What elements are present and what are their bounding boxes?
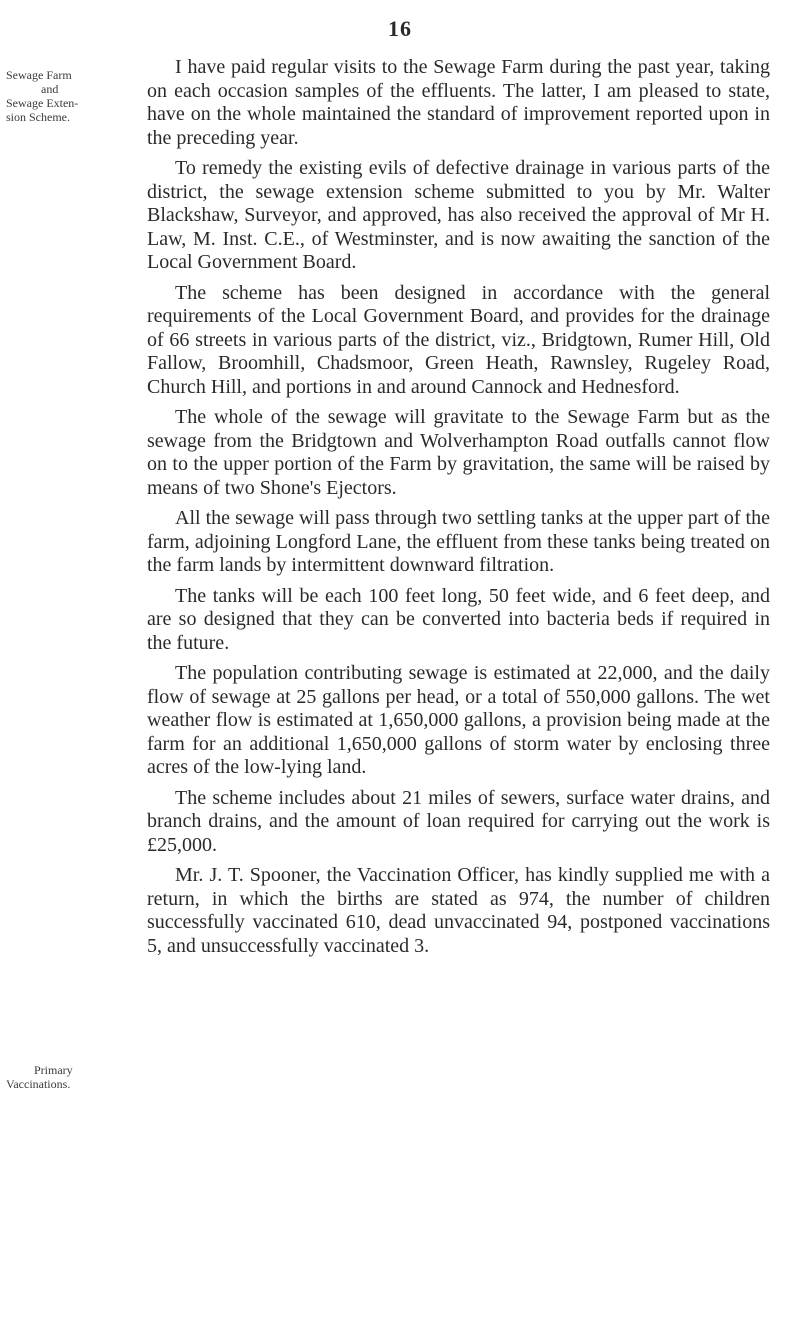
paragraph-population-flow: The population contributing sewage is estimated at 22,000, and the daily flow of sewage at 25 gallons per head, or a total of 550,000 gallons. The wet weather flow is estimated at 1,650,000 gallons, a provision being made at the farm for an additional 1,650,000 gallons of storm water by enclosing three acres of the low-lying land.	[147, 662, 770, 778]
paragraph-tank-dimensions: The tanks will be each 100 feet long, 50 feet wide, and 6 feet deep, and are so designed that they can be converted into bacteria beds if required in the future.	[147, 584, 770, 654]
paragraph-gravitation: The whole of the sewage will gravitate to the Sewage Farm but as the sewage from the Bridgtown and Wolverhampton Road outfalls cannot flow on to the upper portion of the Farm by gravitation, the same will be raised by means of two Shone's Ejectors.	[147, 406, 770, 499]
sidenote-vaccinations	[6, 1063, 156, 1091]
paragraph-sewage-farm-visits: I have paid regular visits to the Sewage Farm during the past year, taking on each occasion samples of the effluents. The latter, I am pleased to state, have on the whole maintained the standard of improvement reported upon in the preceding year.	[147, 56, 770, 149]
paragraph-sewers-loan: The scheme includes about 21 miles of sewers, surface water drains, and branch drains, and the amount of loan required for carrying out the work is £25,000.	[147, 786, 770, 856]
sidenote-line: Sewage Exten-	[6, 96, 79, 110]
sidenote-line: sion Scheme.	[6, 110, 70, 124]
page-number: 16	[388, 16, 412, 41]
sidenote-sewage-farm	[6, 68, 156, 124]
sidenote-line: Sewage Farm	[6, 68, 72, 82]
paragraph-settling-tanks: All the sewage will pass through two settling tanks at the upper part of the farm, adjoining Longford Lane, the effluent from these tanks being treated on the farm lands by intermittent downward filtration.	[147, 507, 770, 576]
body-text	[147, 56, 770, 965]
sidenote-line: and	[41, 82, 59, 96]
paragraph-extension-scheme: To remedy the existing evils of defective drainage in various parts of the district, the sewage extension scheme submitted to you by Mr. Walter Blackshaw, Surveyor, and approved, has also received the approval of Mr H. Law, M. Inst. C.E., of Westminster, and is now awaiting the sanction of the Local Government Board.	[147, 157, 770, 273]
sidenote-line: Primary	[34, 1063, 73, 1077]
sidenote-line: Vaccinations.	[6, 1077, 71, 1091]
paragraph-vaccinations: Mr. J. T. Spooner, the Vaccination Officer, has kindly supplied me with a return, in which the births are stated as 974, the number of children successfully vaccinated 610, dead unvaccinated 94, postponed vaccinations 5, and unsuccessfully vaccinated 3.	[147, 864, 770, 957]
paragraph-scheme-design: The scheme has been designed in accordance with the general requirements of the Local Government Board, and provides for the drainage of 66 streets in various parts of the district, viz., Bridgtown, Rumer Hill, Old Fallow, Broomhill, Chadsmoor, Green Heath, Rawnsley, Rugeley Road, Church Hill, and portions in and around Cannock and Hednesford.	[147, 281, 770, 398]
